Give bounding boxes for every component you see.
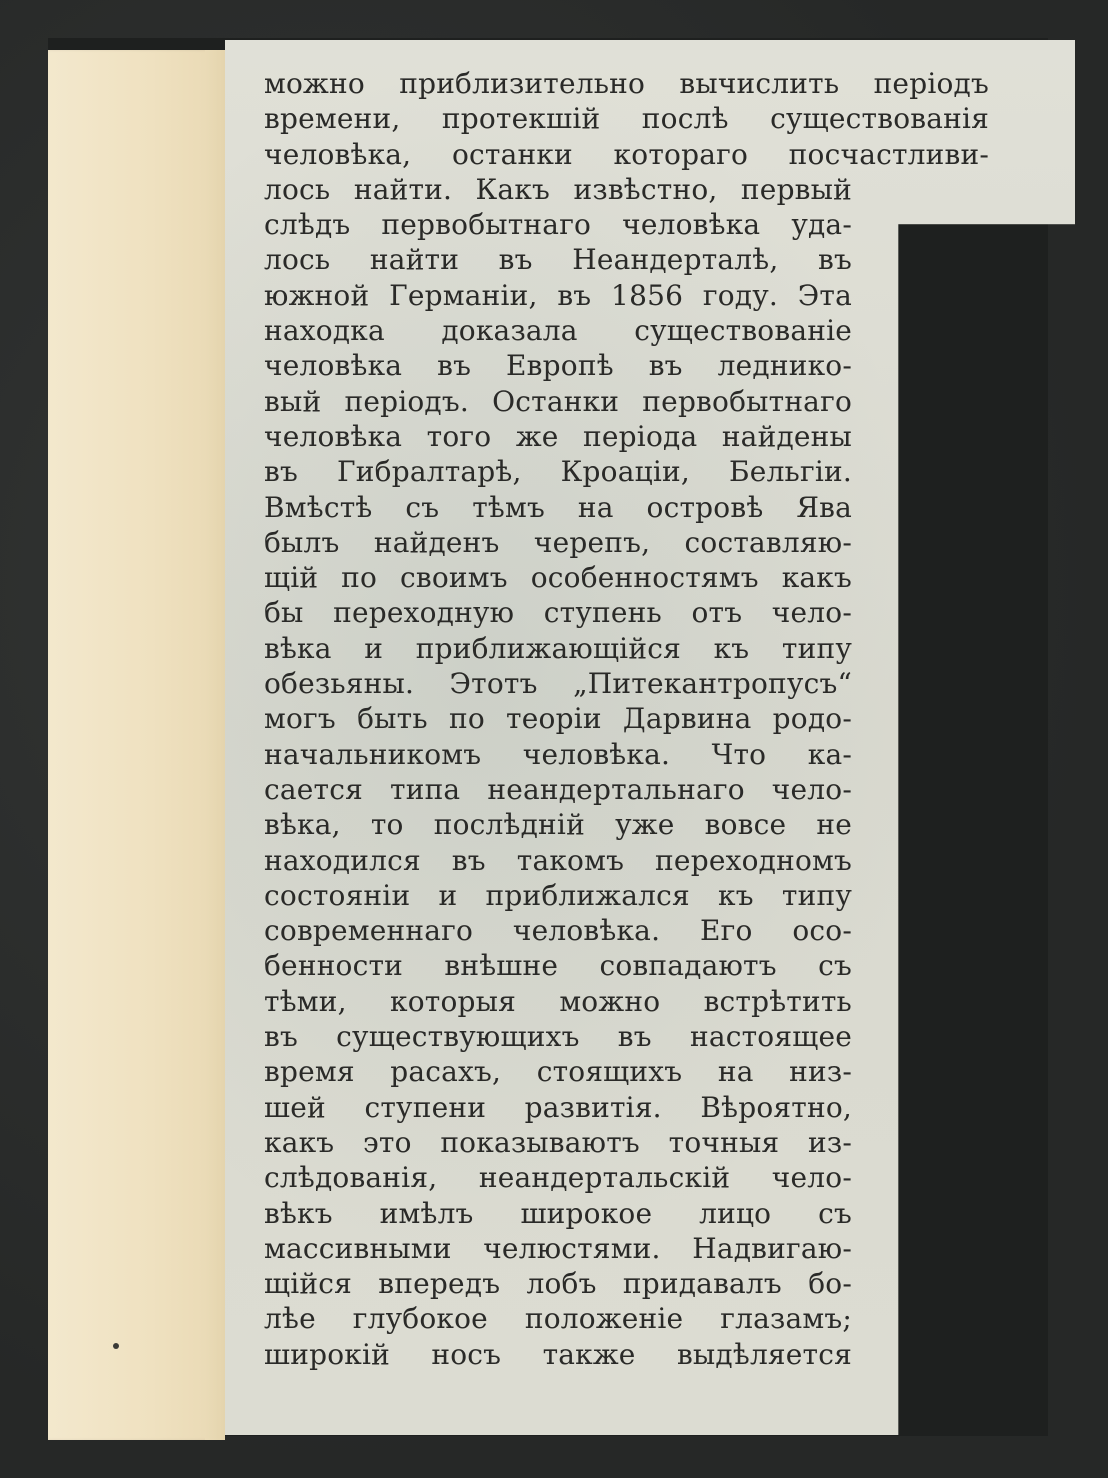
text-line: современнаго человѣка. Его осо- (264, 914, 852, 948)
text-line: вѣкъ имѣлъ широкое лицо съ (264, 1196, 852, 1230)
paper-speck (113, 1343, 119, 1349)
text-line: слѣдъ первобытнаго человѣка уда- (264, 208, 852, 242)
text-line: время расахъ, стоящихъ на низ- (264, 1055, 852, 1089)
text-line: состояніи и приближался къ типу (264, 878, 852, 912)
text-line: вѣка, то послѣдній уже вовсе не (264, 808, 852, 842)
clipping-text (264, 66, 989, 1372)
text-line: Вмѣстѣ съ тѣмъ на островѣ Ява (264, 490, 852, 524)
text-line: былъ найденъ черепъ, составляю- (264, 525, 852, 559)
text-line: сается типа неандертальнаго чело- (264, 772, 852, 806)
text-line: тѣми, которыя можно встрѣтить (264, 984, 852, 1018)
text-line: вѣка и приближающійся къ типу (264, 631, 852, 665)
text-line: обезьяны. Этотъ „Питекантропусъ“ (264, 667, 852, 701)
paper-backing-edge (205, 50, 225, 1440)
text-line: лось найти въ Неандерталѣ, въ (264, 243, 852, 277)
text-line: могъ быть по теоріи Дарвина родо- (264, 702, 852, 736)
text-line: массивными челюстями. Надвигаю- (264, 1231, 852, 1265)
paper-backing (48, 50, 220, 1440)
text-line: вый періодъ. Останки первобытнаго (264, 384, 852, 418)
text-line: находился въ такомъ переходномъ (264, 843, 852, 877)
text-line: находка доказала существованіе (264, 314, 852, 348)
text-line: широкій носъ также выдѣляется (264, 1337, 852, 1371)
text-line: какъ это показываютъ точныя из- (264, 1125, 852, 1159)
text-line: слѣдованія, неандертальскій чело- (264, 1161, 852, 1195)
text-line: щій по своимъ особенностямъ какъ (264, 561, 852, 595)
text-line: шей ступени развитія. Вѣроятно, (264, 1090, 852, 1124)
text-line: человѣка въ Европѣ въ леднико- (264, 349, 852, 383)
text-line: человѣка, останки котораго посчастливи- (264, 137, 989, 171)
text-line: человѣка того же періода найдены (264, 419, 852, 453)
text-line: южной Германіи, въ 1856 году. Эта (264, 278, 852, 312)
text-line: времени, протекшій послѣ существованія (264, 102, 989, 136)
text-line: начальникомъ человѣка. Что ка- (264, 737, 852, 771)
text-line: въ существующихъ въ настоящее (264, 1020, 852, 1054)
text-line: въ Гибралтарѣ, Кроаціи, Бельгіи. (264, 455, 852, 489)
text-line: лось найти. Какъ извѣстно, первый (264, 172, 852, 206)
text-line: бы переходную ступень отъ чело- (264, 596, 852, 630)
text-line: лѣе глубокое положеніе глазамъ; (264, 1302, 852, 1336)
text-line: бенности внѣшне совпадаютъ съ (264, 949, 852, 983)
text-line: можно приблизительно вычислить періодъ (264, 67, 989, 100)
text-line: щійся впередъ лобъ придавалъ бо- (264, 1267, 852, 1301)
